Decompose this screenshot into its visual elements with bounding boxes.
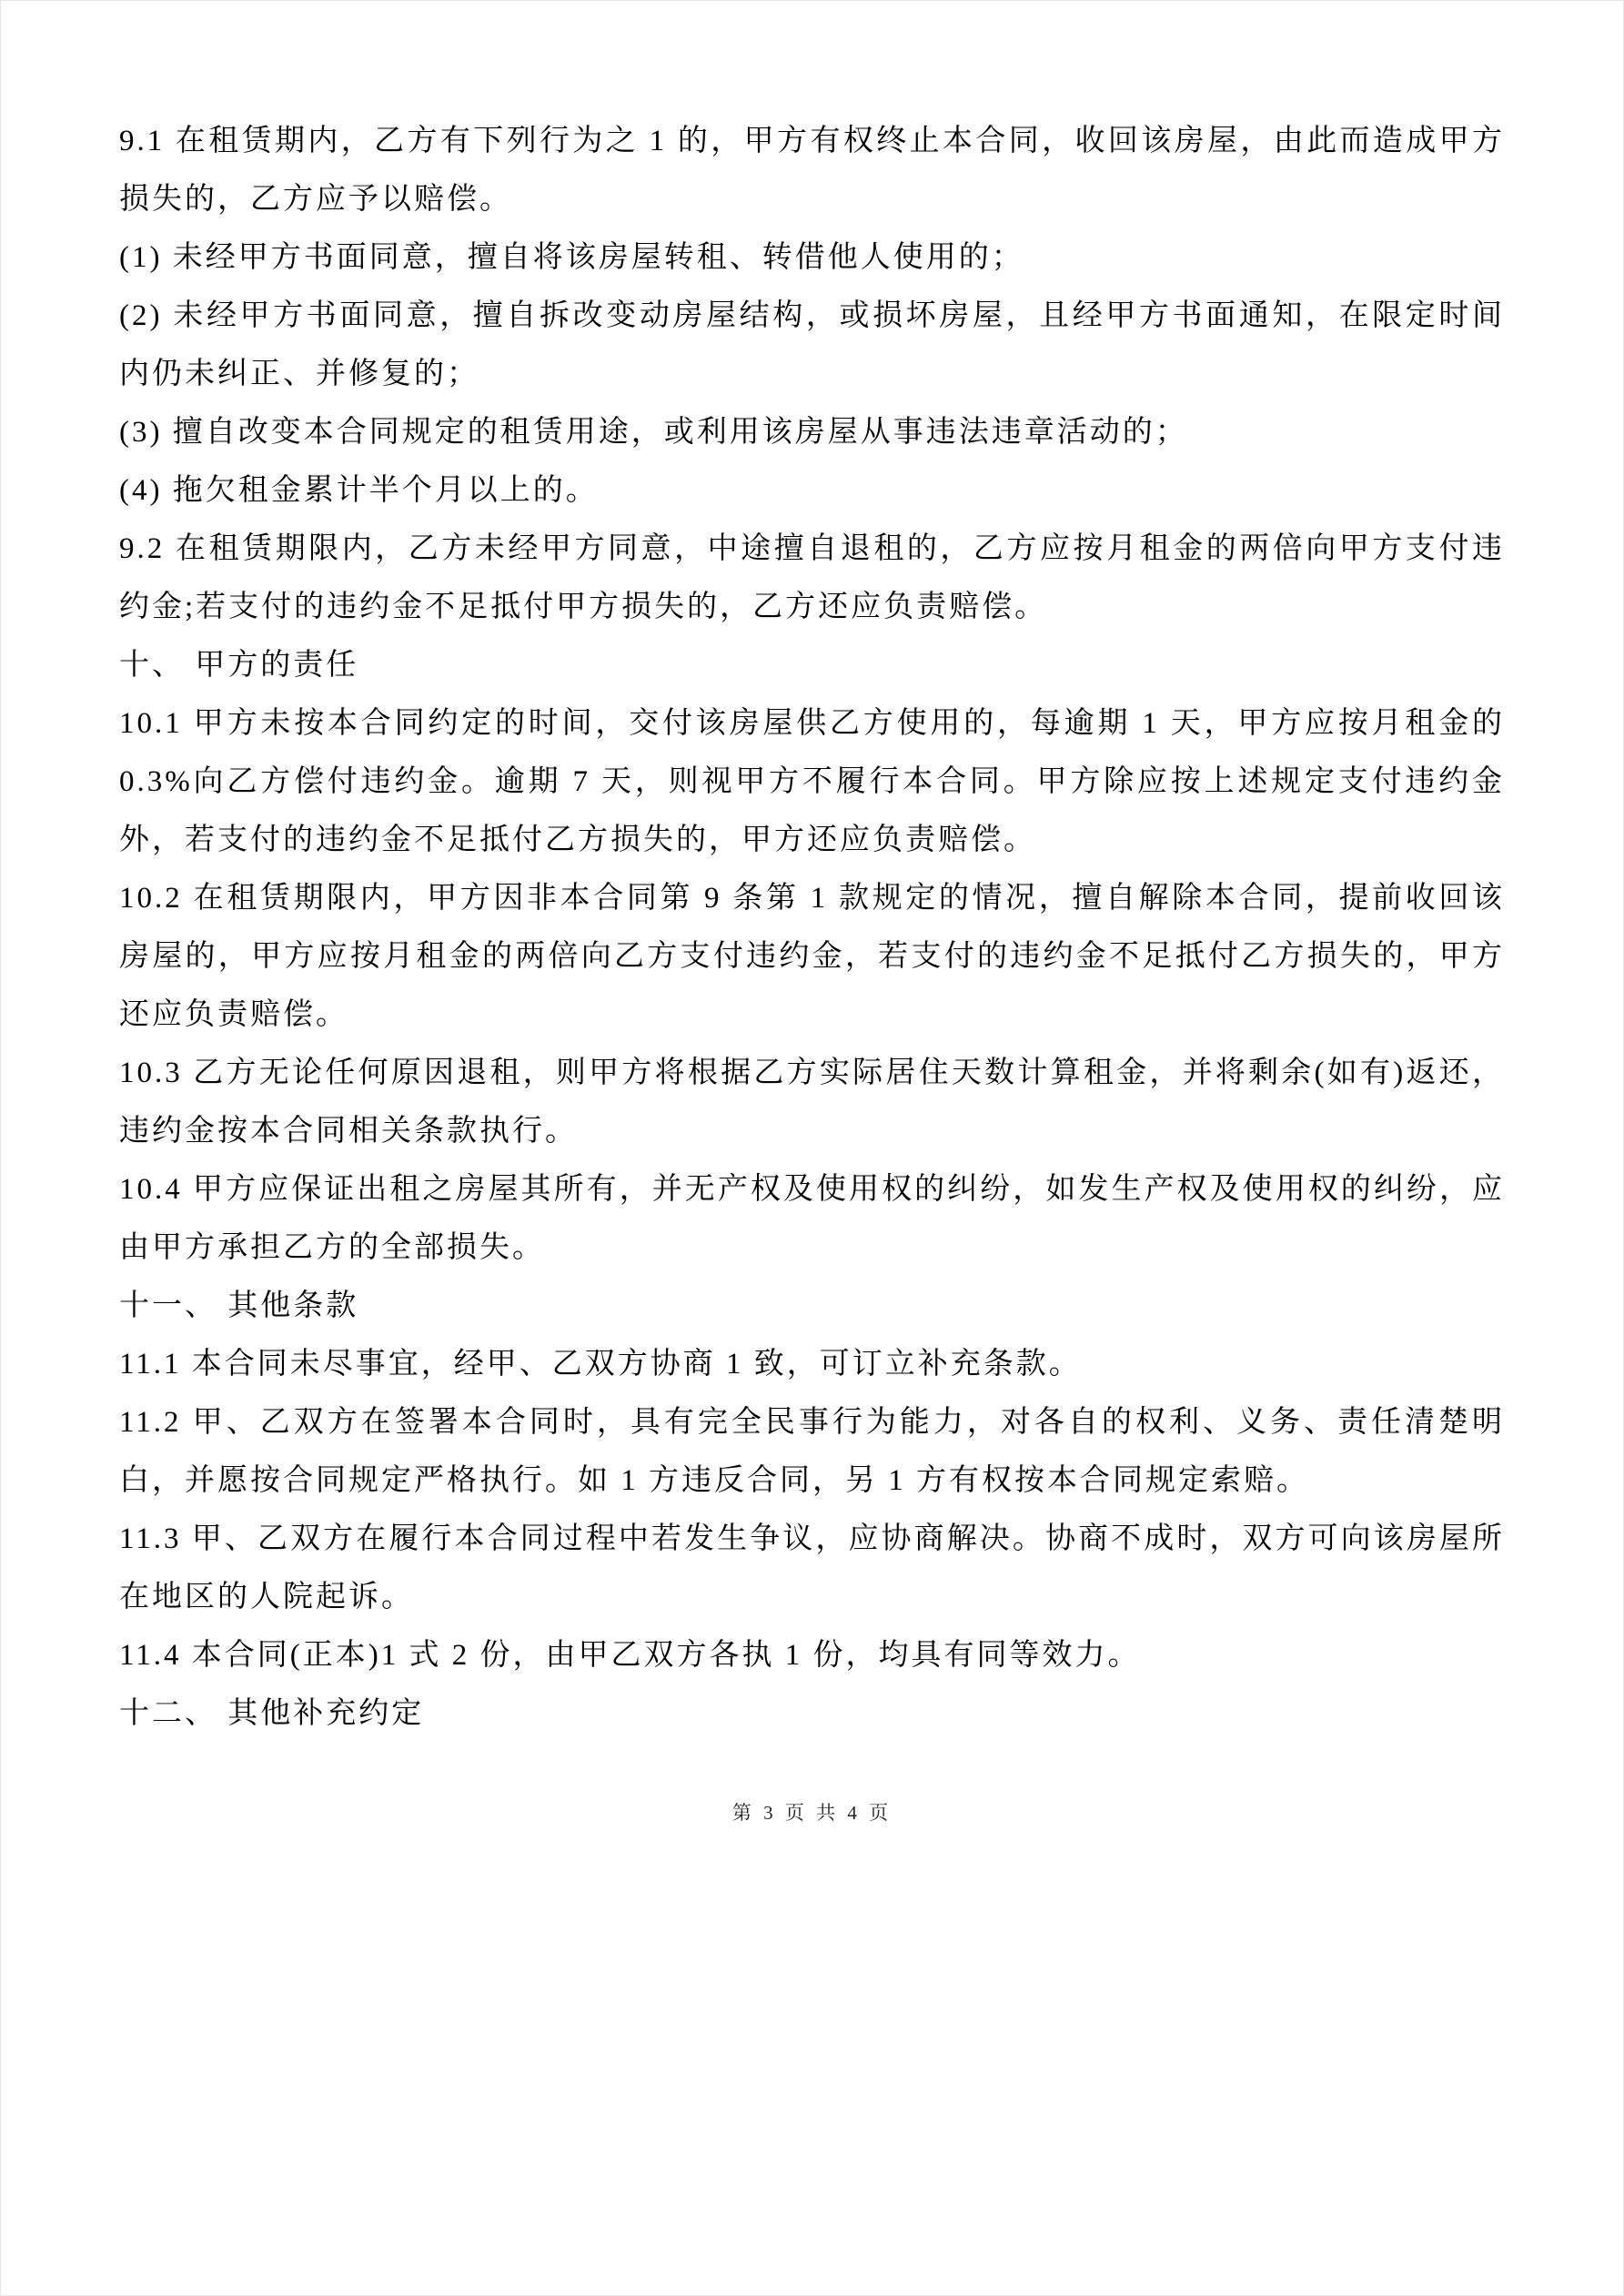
paragraph: (1) 未经甲方书面同意，擅自将该房屋转租、转借他人使用的； (119, 241, 1024, 274)
paragraph: 9.2 在租赁期限内，乙方未经甲方同意，中途擅自退租的，乙方应按月租金的两倍向甲方支付违约金;若支付的违约金不足抵付甲方损失的，乙方还应负责赔偿。 (119, 532, 1505, 623)
page-footer: 第 3 页 共 4 页 (731, 1802, 893, 1824)
paragraph: 11.2 甲、乙双方在签署本合同时，具有完全民事行为能力，对各自的权利、义务、责任清楚明白，并愿按合同规定严格执行。如 1 方违反合同，另 1 方有权按本合同规定索赔。 (119, 1406, 1505, 1497)
paragraph: 10.2 在租赁期限内，甲方因非本合同第 9 条第 1 款规定的情况，擅自解除本合同，提前收回该房屋的，甲方应按月租金的两倍向乙方支付违约金，若支付的违约金不足抵付乙方损失的，甲方还应负责赔偿。 (119, 882, 1506, 1031)
paragraph: 9.1 在租赁期内，乙方有下列行为之 1 的，甲方有权终止本合同，收回该房屋，由此而造成甲方损失的，乙方应予以赔偿。 (119, 125, 1505, 216)
paragraph: 10.4 甲方应保证出租之房屋其所有，并无产权及使用权的纠纷，如发生产权及使用权的纠纷，应由甲方承担乙方的全部损失。 (119, 1173, 1505, 1264)
paragraph: 十二、 其他补充约定 (119, 1697, 425, 1730)
document-body (1, 1, 1623, 1743)
paragraph: 11.3 甲、乙双方在履行本合同过程中若发生争议，应协商解决。协商不成时，双方可向该房屋所在地区的人院起诉。 (119, 1522, 1505, 1613)
paragraph: 11.1 本合同未尽事宜，经甲、乙双方协商 1 致，可订立补充条款。 (119, 1348, 1082, 1381)
paragraph: 十一、 其他条款 (119, 1290, 359, 1322)
paragraph: 10.3 乙方无论任何原因退租，则甲方将根据乙方实际居住天数计算租金，并将剩余(如有)返还，违约金按本合同相关条款执行。 (119, 1057, 1505, 1148)
paragraph: (4) 拖欠租金累计半个月以上的。 (119, 474, 599, 507)
paragraph: (3) 擅自改变本合同规定的租赁用途，或利用该房屋从事违法违章活动的； (119, 416, 1188, 449)
paragraph: 11.4 本合同(正本)1 式 2 份，由甲乙双方各执 1 份，均具有同等效力。 (119, 1639, 1141, 1672)
paragraph: 十、 甲方的责任 (119, 649, 359, 682)
paragraph: 10.1 甲方未按本合同约定的时间，交付该房屋供乙方使用的，每逾期 1 天，甲方应按月租金的 0.3%向乙方偿付违约金。逾期 7 天，则视甲方不履行本合同。甲方除应按上述规定支付违约金外，若支付的违约金不足抵付乙方损失的，甲方还应负责赔偿。 (119, 707, 1505, 856)
paragraph: (2) 未经甲方书面同意，擅自拆改变动房屋结构，或损坏房屋，且经甲方书面通知，在限定时间内仍未纠正、并修复的； (119, 299, 1505, 390)
